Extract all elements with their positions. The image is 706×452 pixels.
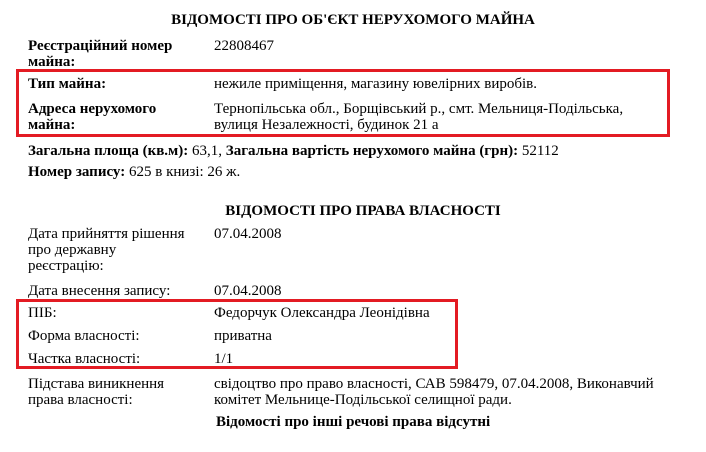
basis-label: Підстава виникнення <box>28 376 165 392</box>
decision-date-value: 07.04.2008 <box>214 226 282 242</box>
form-value: приватна <box>214 328 272 344</box>
type-label: Тип майна: <box>28 76 107 92</box>
area-label: Загальна площа (кв.м): <box>28 143 189 159</box>
address-value-line1: Тернопільська обл., Борщівський р., смт. Мельниця-Подільська, <box>214 101 624 117</box>
reg-number-value: 22808467 <box>214 38 274 54</box>
reg-number-label-cont: майна: <box>28 54 76 70</box>
cost-label: Загальна вартість нерухомого майна (грн): <box>225 143 519 159</box>
record-value: 625 в книзі: 26 ж. <box>128 164 241 180</box>
address-label-cont: майна: <box>28 117 76 133</box>
form-label: Форма власності: <box>28 328 140 344</box>
property-section-heading: ВІДОМОСТІ ПРО ОБ'ЄКТ НЕРУХОМОГО МАЙНА <box>171 12 535 28</box>
area-cost-line <box>28 143 559 160</box>
basis-label-cont: права власності: <box>28 392 133 408</box>
type-value: нежиле приміщення, магазину ювелірних виробів. <box>214 76 537 92</box>
basis-value-line1: свідоцтво про право власності, САВ 598479, 07.04.2008, Виконавчий <box>214 376 654 392</box>
decision-date-label-cont1: про державну <box>28 242 117 258</box>
entry-date-value: 07.04.2008 <box>214 283 282 299</box>
share-value: 1/1 <box>214 351 234 367</box>
other-rights-note: Відомості про інші речові права відсутні <box>216 414 491 430</box>
pib-value: Федорчук Олександра Леонідівна <box>214 305 430 321</box>
basis-value-line2: комітет Мельнице-Подільської селищної ради. <box>214 392 512 408</box>
pib-label: ПІБ: <box>28 305 57 321</box>
share-label: Частка власності: <box>28 351 141 367</box>
cost-value: 52112 <box>521 143 559 159</box>
decision-date-label-cont2: реєстрацію: <box>28 258 104 274</box>
decision-date-label: Дата прийняття рішення <box>28 226 185 242</box>
record-line <box>28 164 240 181</box>
address-value-line2: вулиця Незалежності, будинок 21 а <box>214 117 439 133</box>
ownership-section-heading: ВІДОМОСТІ ПРО ПРАВА ВЛАСНОСТІ <box>225 203 501 219</box>
address-label: Адреса нерухомого <box>28 101 157 117</box>
area-value: 63,1, <box>192 143 223 159</box>
record-label: Номер запису: <box>28 164 126 180</box>
reg-number-label: Реєстраційний номер <box>28 38 173 54</box>
entry-date-label: Дата внесення запису: <box>28 283 171 299</box>
